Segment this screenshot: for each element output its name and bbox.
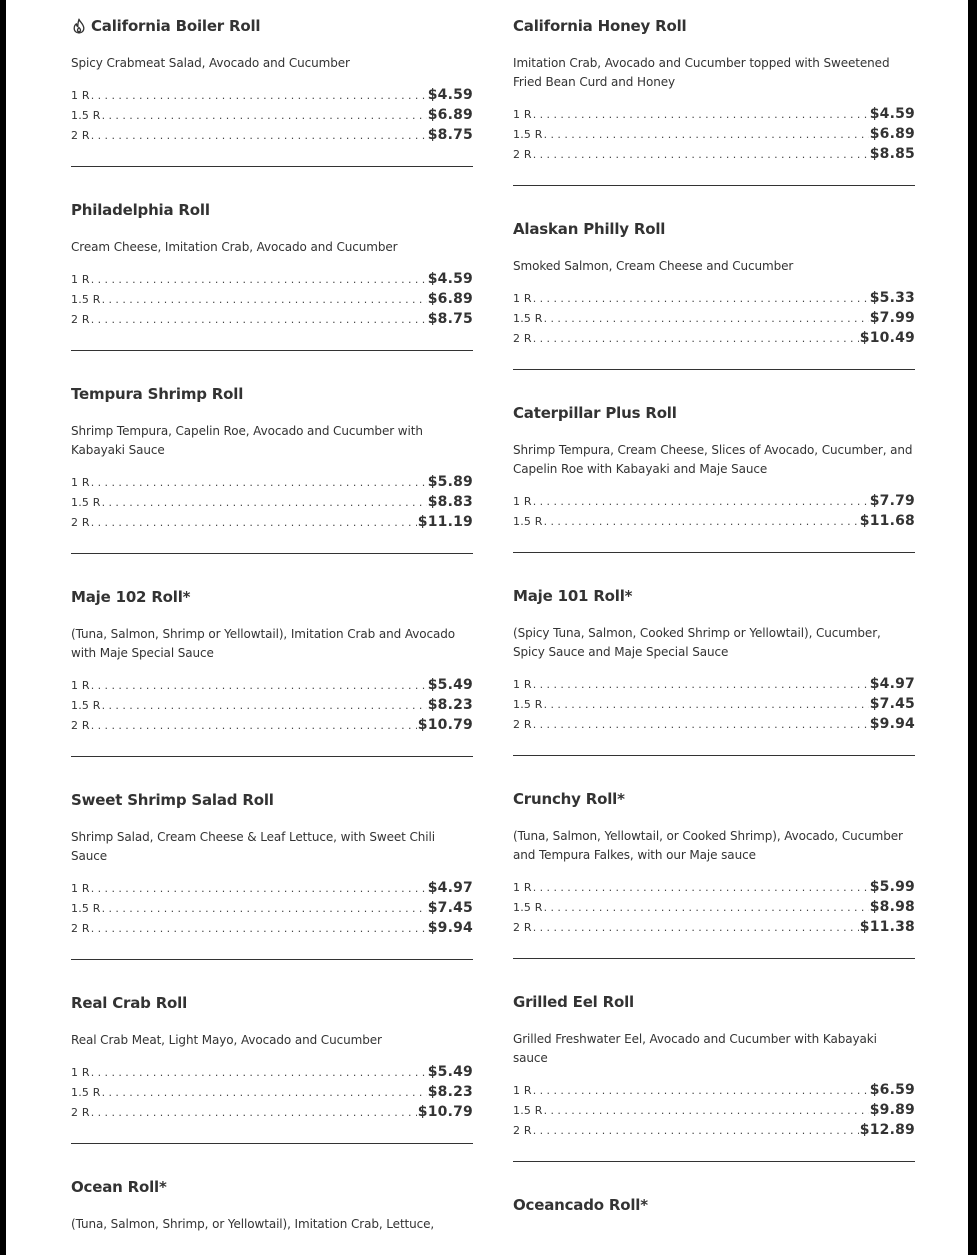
portion-size: 2 R	[71, 719, 90, 732]
menu-item-description: Real Crab Meat, Light Mayo, Avocado and Cucumber	[71, 1033, 382, 1047]
menu-item-description: (Tuna, Salmon, Shrimp or Yellowtail), Imitation Crab and Avocado with Maje Special Sauce	[71, 627, 456, 660]
price-row	[513, 1080, 915, 1100]
menu-item-description: Cream Cheese, Imitation Crab, Avocado and Cucumber	[71, 240, 398, 254]
dot-leader	[533, 918, 859, 938]
dot-leader	[102, 290, 427, 310]
dot-leader	[91, 1103, 417, 1123]
menu-item-title-text: Philadelphia Roll	[71, 201, 210, 219]
portion-size: 2 R	[513, 1124, 532, 1137]
price-value: $8.85	[869, 146, 915, 162]
price-value: $8.83	[427, 494, 473, 510]
menu-item-title-text: Maje 101 Roll*	[513, 587, 633, 605]
portion-size: 1 R	[513, 108, 532, 121]
dot-leader	[102, 899, 427, 919]
price-row	[513, 877, 915, 897]
price-row	[71, 512, 473, 532]
menu-item-title-text: Alaskan Philly Roll	[513, 220, 666, 238]
dot-leader	[91, 716, 417, 736]
price-row	[71, 269, 473, 289]
menu-item-title	[71, 790, 473, 810]
dot-leader	[91, 270, 427, 290]
dot-leader	[544, 695, 869, 715]
dot-leader	[533, 329, 859, 349]
menu-item-title-text: California Boiler Roll	[91, 17, 261, 35]
price-value: $10.49	[859, 330, 915, 346]
dot-leader	[91, 310, 427, 330]
price-value: $5.89	[427, 474, 473, 490]
dot-leader	[544, 125, 869, 145]
price-row	[513, 1120, 915, 1140]
price-row	[513, 897, 915, 917]
dot-leader	[533, 675, 869, 695]
dot-leader	[533, 715, 869, 735]
portion-size: 1.5 R	[71, 902, 101, 915]
portion-size: 1.5 R	[71, 699, 101, 712]
menu-item-california-honey-roll	[513, 0, 915, 186]
menu-item-sweet-shrimp-salad-roll	[71, 774, 473, 960]
portion-size: 2 R	[513, 718, 532, 731]
portion-size: 1 R	[71, 89, 90, 102]
portion-size: 2 R	[71, 129, 90, 142]
menu-item-title-text: Crunchy Roll*	[513, 790, 625, 808]
menu-item-description: (Spicy Tuna, Salmon, Cooked Shrimp or Yellowtail), Cucumber, Spicy Sauce and Maje Special Sauce	[513, 626, 881, 659]
price-value: $8.75	[427, 311, 473, 327]
price-row	[71, 675, 473, 695]
price-row	[71, 1062, 473, 1082]
menu-item-title	[513, 992, 915, 1012]
menu-item-description: Spicy Crabmeat Salad, Avocado and Cucumber	[71, 56, 350, 70]
price-value: $4.59	[427, 87, 473, 103]
price-row	[513, 714, 915, 734]
price-row	[71, 1102, 473, 1122]
price-value: $5.33	[869, 290, 915, 306]
menu-item-title-text: Sweet Shrimp Salad Roll	[71, 791, 274, 809]
menu-item-title	[513, 219, 915, 239]
menu-item-caterpillar-plus-roll	[513, 387, 915, 553]
dot-leader	[102, 106, 427, 126]
dot-leader	[544, 1101, 869, 1121]
price-value: $4.97	[869, 676, 915, 692]
menu-item-description: Shrimp Salad, Cream Cheese & Leaf Lettuce, with Sweet Chili Sauce	[71, 830, 435, 863]
menu-item-alaskan-philly-roll	[513, 203, 915, 370]
menu-item-title	[71, 16, 473, 36]
menu-item-description: Shrimp Tempura, Cream Cheese, Slices of Avocado, Cucumber, and Capelin Roe with Kabayaki and Maje Sauce	[513, 443, 913, 476]
dot-leader	[102, 696, 427, 716]
price-row	[71, 105, 473, 125]
price-row	[513, 144, 915, 164]
menu-item-title	[71, 587, 473, 607]
price-row	[71, 878, 473, 898]
dot-leader	[533, 105, 869, 125]
menu-item-title	[513, 1195, 915, 1215]
portion-size: 1 R	[71, 476, 90, 489]
price-value: $7.99	[869, 310, 915, 326]
menu-item-title	[71, 993, 473, 1013]
dot-leader	[544, 309, 869, 329]
price-row	[513, 491, 915, 511]
menu-item-title	[71, 1177, 473, 1197]
dot-leader	[91, 919, 427, 939]
fire-icon	[71, 18, 87, 34]
price-value: $8.98	[869, 899, 915, 915]
dot-leader	[91, 513, 417, 533]
dot-leader	[544, 898, 869, 918]
portion-size: 2 R	[513, 332, 532, 345]
menu-item-california-boiler-roll	[71, 0, 473, 167]
menu-item-description: (Tuna, Salmon, Shrimp, or Yellowtail), Imitation Crab, Lettuce,	[71, 1217, 435, 1231]
portion-size: 1 R	[71, 1066, 90, 1079]
price-row	[71, 1082, 473, 1102]
menu-item-title-text: Grilled Eel Roll	[513, 993, 634, 1011]
portion-size: 2 R	[71, 922, 90, 935]
portion-size: 1 R	[513, 1084, 532, 1097]
dot-leader	[102, 493, 427, 513]
menu-item-title	[513, 586, 915, 606]
menu-item-title	[71, 384, 473, 404]
menu-item-title	[513, 16, 915, 36]
price-row	[71, 85, 473, 105]
price-value: $4.97	[427, 880, 473, 896]
price-row	[513, 511, 915, 531]
portion-size: 2 R	[71, 516, 90, 529]
portion-size: 1.5 R	[71, 293, 101, 306]
price-value: $10.79	[417, 1104, 473, 1120]
price-value: $5.49	[427, 1064, 473, 1080]
menu-page	[6, 0, 968, 1255]
price-value: $8.23	[427, 697, 473, 713]
menu-item-title-text: Oceancado Roll*	[513, 1196, 648, 1214]
price-row	[71, 918, 473, 938]
menu-item-ocean-roll	[71, 1161, 473, 1234]
price-value: $6.89	[869, 126, 915, 142]
portion-size: 1 R	[71, 882, 90, 895]
price-value: $6.59	[869, 1082, 915, 1098]
portion-size: 1.5 R	[513, 901, 543, 914]
price-row	[71, 289, 473, 309]
portion-size: 1.5 R	[71, 109, 101, 122]
portion-size: 1.5 R	[513, 312, 543, 325]
dot-leader	[533, 878, 869, 898]
portion-size: 1.5 R	[513, 698, 543, 711]
menu-item-title-text: Caterpillar Plus Roll	[513, 404, 677, 422]
price-value: $7.45	[427, 900, 473, 916]
price-row	[513, 694, 915, 714]
price-value: $6.89	[427, 107, 473, 123]
price-row	[513, 104, 915, 124]
price-row	[71, 715, 473, 735]
price-value: $5.49	[427, 677, 473, 693]
price-value: $7.45	[869, 696, 915, 712]
dot-leader	[102, 1083, 427, 1103]
menu-item-title-text: Real Crab Roll	[71, 994, 188, 1012]
portion-size: 2 R	[513, 921, 532, 934]
portion-size: 1 R	[513, 495, 532, 508]
menu-item-oceancado-roll	[513, 1179, 915, 1215]
portion-size: 2 R	[71, 313, 90, 326]
portion-size: 1.5 R	[513, 128, 543, 141]
dot-leader	[544, 512, 859, 532]
menu-item-description: Smoked Salmon, Cream Cheese and Cucumber	[513, 259, 794, 273]
price-value: $4.59	[427, 271, 473, 287]
menu-item-description: (Tuna, Salmon, Yellowtail, or Cooked Shrimp), Avocado, Cucumber and Tempura Falkes, with our Maje sauce	[513, 829, 903, 862]
menu-item-philadelphia-roll	[71, 184, 473, 351]
portion-size: 2 R	[513, 148, 532, 161]
menu-item-description: Grilled Freshwater Eel, Avocado and Cucumber with Kabayaki sauce	[513, 1032, 877, 1065]
portion-size: 2 R	[71, 1106, 90, 1119]
menu-item-tempura-shrimp-roll	[71, 368, 473, 554]
menu-item-description: Shrimp Tempura, Capelin Roe, Avocado and Cucumber with Kabayaki Sauce	[71, 424, 423, 457]
price-row	[71, 472, 473, 492]
dot-leader	[533, 145, 869, 165]
portion-size: 1 R	[71, 273, 90, 286]
price-value: $8.23	[427, 1084, 473, 1100]
menu-item-title	[71, 200, 473, 220]
dot-leader	[533, 289, 869, 309]
price-row	[71, 898, 473, 918]
dot-leader	[91, 676, 427, 696]
menu-item-maje-101-roll	[513, 570, 915, 756]
portion-size: 1.5 R	[513, 1104, 543, 1117]
menu-item-real-crab-roll	[71, 977, 473, 1144]
price-value: $11.38	[859, 919, 915, 935]
menu-item-title	[513, 403, 915, 423]
price-row	[513, 288, 915, 308]
dot-leader	[533, 492, 869, 512]
portion-size: 1 R	[513, 678, 532, 691]
dot-leader	[91, 879, 427, 899]
price-row	[71, 309, 473, 329]
price-value: $11.19	[417, 514, 473, 530]
price-value: $9.94	[427, 920, 473, 936]
dot-leader	[533, 1121, 859, 1141]
price-value: $8.75	[427, 127, 473, 143]
menu-item-title	[513, 789, 915, 809]
price-row	[513, 674, 915, 694]
price-value: $4.59	[869, 106, 915, 122]
menu-item-title-text: California Honey Roll	[513, 17, 687, 35]
portion-size: 1 R	[513, 292, 532, 305]
portion-size: 1.5 R	[71, 496, 101, 509]
menu-column-left	[71, 0, 473, 1246]
price-row	[71, 125, 473, 145]
dot-leader	[91, 1063, 427, 1083]
menu-item-title-text: Ocean Roll*	[71, 1178, 167, 1196]
price-row	[71, 695, 473, 715]
price-value: $5.99	[869, 879, 915, 895]
portion-size: 1 R	[71, 679, 90, 692]
portion-size: 1.5 R	[513, 515, 543, 528]
price-row	[513, 917, 915, 937]
menu-item-description: Imitation Crab, Avocado and Cucumber topped with Sweetened Fried Bean Curd and Honey	[513, 56, 890, 89]
menu-item-grilled-eel-roll	[513, 976, 915, 1162]
price-value: $11.68	[859, 513, 915, 529]
menu-column-right	[513, 0, 915, 1233]
price-value: $7.79	[869, 493, 915, 509]
price-value: $12.89	[859, 1122, 915, 1138]
price-row	[513, 328, 915, 348]
price-row	[513, 308, 915, 328]
dot-leader	[91, 126, 427, 146]
price-value: $9.94	[869, 716, 915, 732]
price-value: $10.79	[417, 717, 473, 733]
portion-size: 1 R	[513, 881, 532, 894]
dot-leader	[91, 86, 427, 106]
menu-item-title-text: Tempura Shrimp Roll	[71, 385, 244, 403]
price-row	[513, 124, 915, 144]
dot-leader	[91, 473, 427, 493]
price-value: $6.89	[427, 291, 473, 307]
portion-size: 1.5 R	[71, 1086, 101, 1099]
menu-item-crunchy-roll	[513, 773, 915, 959]
price-row	[513, 1100, 915, 1120]
price-value: $9.89	[869, 1102, 915, 1118]
price-row	[71, 492, 473, 512]
dot-leader	[533, 1081, 869, 1101]
menu-item-maje-102-roll	[71, 571, 473, 757]
menu-item-title-text: Maje 102 Roll*	[71, 588, 191, 606]
